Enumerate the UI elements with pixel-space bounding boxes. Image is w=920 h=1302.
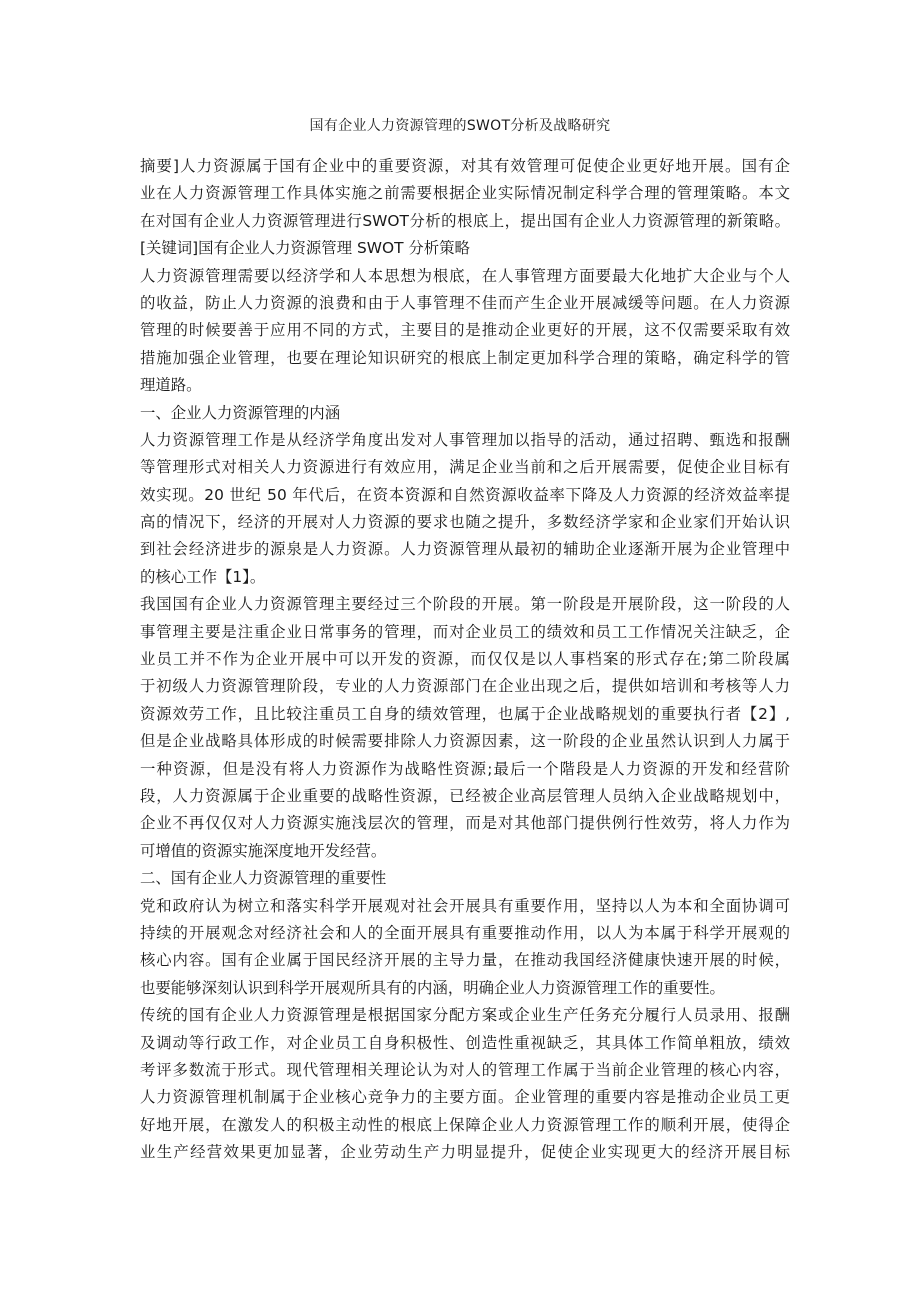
text-line: 业生产经营效果更加显著，企业劳动生产力明显提升，促使企业实现更大的经济开展目标 (140, 1143, 790, 1162)
text-line: 也要能够深刻认识到科学开展观所具有的内涵，明确企业人力资源管理工作的重要性。 (140, 978, 725, 997)
text-line: 党和政府认为树立和落实科学开展观对社会开展具有重要作用，坚持以人为本和全面协调可 (140, 896, 790, 915)
text-line: 摘要]人力资源属于国有企业中的重要资源，对其有效管理可促使企业更好地开展。国有企 (140, 157, 790, 175)
text-line: 考评多数流于形式。现代管理相关理论认为对人的管理工作属于当前企业管理的核心内容， (140, 1060, 790, 1079)
text-line: 一、企业人力资源管理的内涵 (140, 403, 341, 422)
text-line: 到社会经济进步的源泉是人力资源。人力资源管理从最初的辅助企业逐渐开展为企业管理中 (140, 540, 790, 559)
text-line: 好地开展，在激发人的积极主动性的根底上保障企业人力资源管理工作的顺利开展，使得企 (140, 1115, 790, 1134)
text-line: 于初级人力资源管理阶段，专业的人力资源部门在企业出现之后，提供如培训和考核等人力 (140, 677, 790, 696)
text-line: 等管理形式对相关人力资源进行有效应用，满足企业当前和之后开展需要，促使企业目标有 (140, 458, 790, 477)
text-line: 传统的国有企业人力资源管理是根据国家分配方案或企业生产任务充分履行人员录用、报酬 (140, 1006, 790, 1025)
text-line: 的核心工作【1】。 (140, 567, 266, 586)
text-line: 人力资源管理工作是从经济学角度出发对人事管理加以指导的活动，通过招聘、甄选和报酬 (140, 430, 790, 449)
text-line: 理道路。 (140, 376, 202, 395)
text-line: 核心内容。国有企业属于国民经济开展的主导力量，在推动我国经济健康快速开展的时候， (140, 951, 790, 970)
text-line: 一种资源，但是没有将人力资源作为战略性资源;最后一个階段是人力资源的开发和经营阶 (140, 759, 790, 778)
text-line: 人力资源管理机制属于企业核心竞争力的主要方面。企业管理的重要内容是推动企业员工更 (140, 1088, 790, 1107)
text-line: 企业不再仅仅对人力资源实施浅层次的管理，而是对其他部门提供例行性效劳，将人力作为 (140, 814, 790, 833)
text-line: 段，人力资源属于企业重要的战略性资源，已经被企业高层管理人员纳入企业战略规划中， (140, 786, 790, 805)
text-line: 措施加强企业管理，也要在理论知识研究的根底上制定更加科学合理的策略，确定科学的管 (140, 348, 790, 367)
text-line: 在对国有企业人力资源管理进行SWOT分析的根底上，提出国有企业人力资源管理的新策略。 (140, 211, 790, 230)
text-line: 人力资源管理需要以经济学和人本思想为根底，在人事管理方面要最大化地扩大企业与个人 (140, 266, 790, 285)
text-line: 我国国有企业人力资源管理主要经过三个阶段的开展。第一阶段是开展阶段，这一阶段的人 (140, 595, 790, 614)
text-line: 但是企业战略具体形成的时候需要排除人力资源因素，这一阶段的企业虽然认识到人力属于 (140, 732, 790, 751)
text-line: 持续的开展观念对经济社会和人的全面开展具有重要推动作用，以人为本属于科学开展观的 (140, 923, 790, 942)
text-line: 高的情况下，经济的开展对人力资源的要求也随之提升，多数经济学家和企业家们开始认识 (140, 513, 790, 532)
text-line: 效实现。20 世纪 50 年代后，在资本资源和自然资源收益率下降及人力资源的经济效益率提 (140, 485, 790, 504)
text-line: 业员工并不作为企业开展中可以开发的资源，而仅仅是以人事档案的形式存在;第二阶段属 (140, 650, 790, 669)
document-title: 国有企业人力资源管理的SWOT分析及战略研究 (309, 118, 611, 134)
text-line: [关键词]国有企业人力资源管理 SWOT 分析策略 (140, 239, 470, 258)
text-line: 的收益，防止人力资源的浪费和由于人事管理不佳而产生企业开展减缓等问题。在人力资源 (140, 293, 790, 312)
text-line: 二、国有企业人力资源管理的重要性 (140, 869, 387, 888)
text-line: 管理的时候要善于应用不同的方式，主要目的是推动企业更好的开展，这不仅需要采取有效 (140, 321, 790, 340)
text-line: 事管理主要是注重企业日常事务的管理，而对企业员工的绩效和员工工作情况关注缺乏，企 (140, 622, 790, 641)
text-line: 可增值的资源实施深度地开发经营。 (140, 841, 387, 860)
document-body (140, 153, 790, 1166)
text-line: 业在人力资源管理工作具体实施之前需要根据企业实际情况制定科学合理的管理策略。本文 (140, 184, 790, 203)
text-line: 资源效劳工作，且比较注重员工自身的绩效管理，也属于企业战略规划的重要执行者【2】, (140, 704, 790, 723)
text-line: 及调动等行政工作，对企业员工自身积极性、创造性重视缺乏，其具体工作简单粗放，绩效 (140, 1033, 790, 1052)
